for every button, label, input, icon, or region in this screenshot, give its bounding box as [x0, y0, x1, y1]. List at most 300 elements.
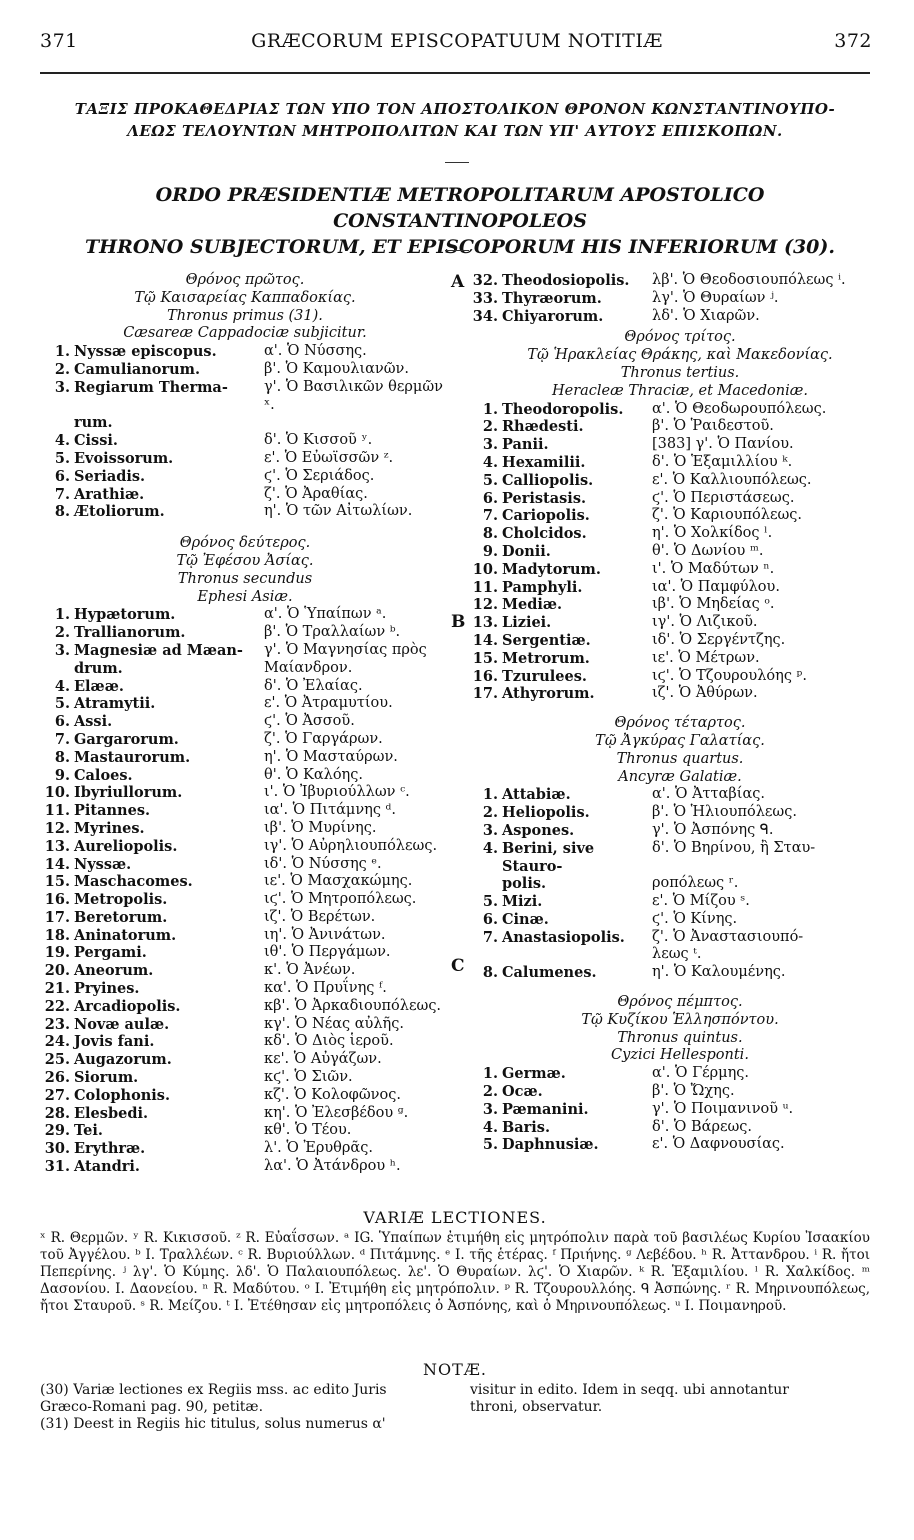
entry-number: 5. — [482, 1136, 498, 1154]
entry-number: 10. — [472, 560, 498, 578]
latin-name: Theodosiopolis. — [502, 272, 630, 289]
note-line: throni, observatur. — [470, 1399, 603, 1415]
entry-row — [470, 1101, 890, 1119]
latin-title-line: THRONO SUBJECTORUM, ET EPISCOPORUM HIS INFERIORUM (30). — [84, 236, 836, 258]
entry-number: 2. — [54, 360, 70, 378]
latin-name: Calliopolis. — [502, 471, 594, 489]
entry-number: 20. — [44, 962, 70, 980]
entry-number: 18. — [44, 926, 70, 944]
greek-name: ια'. Ὁ Πιτάμνης ᵈ. — [264, 802, 396, 819]
entry-number: 6. — [482, 489, 498, 507]
entry-row — [470, 561, 890, 579]
latin-name: Elææ. — [74, 677, 124, 695]
entry-row — [40, 361, 450, 379]
entry-number: 4. — [482, 839, 498, 857]
latin-name: Madytorum. — [502, 560, 601, 578]
greek-name: ιγ'. Ὁ Λιζικοῦ. — [652, 614, 758, 631]
entry-number: 8. — [482, 964, 498, 982]
entry-number: 1. — [54, 343, 70, 361]
entry-number: 12. — [44, 819, 70, 837]
note-line: (31) Deest in Regiis hic titulus, solus numerus α' — [40, 1416, 386, 1432]
entry-number: 29. — [44, 1122, 70, 1140]
entry-row — [470, 946, 890, 964]
entry-number: 16. — [44, 891, 70, 909]
section-heading: Τῷ Κυζίκου Ἑλλησπόντου. — [581, 1011, 779, 1028]
latin-name: Pæmanini. — [502, 1100, 589, 1118]
entry-number: 17. — [472, 685, 498, 703]
entry-row — [40, 802, 450, 820]
entry-row — [470, 272, 890, 290]
entry-row — [470, 1083, 890, 1101]
entry-number: 30. — [44, 1140, 70, 1158]
entry-row — [470, 454, 890, 472]
greek-name: κϛ'. Ὁ Σιῶν. — [264, 1069, 353, 1086]
entry-row — [470, 929, 890, 947]
entry-number: 11. — [472, 578, 498, 596]
greek-name: κα'. Ὁ Πρυΐνης ᶠ. — [264, 980, 387, 997]
latin-name: Sergentiæ. — [502, 631, 591, 649]
entry-number: 27. — [44, 1086, 70, 1104]
entry-row — [40, 468, 450, 486]
latin-name: Caloes. — [74, 766, 133, 784]
entry-number: 4. — [482, 1118, 498, 1136]
section-heading: Cyzici Hellesponti. — [611, 1047, 749, 1064]
entry-row — [40, 873, 450, 891]
note-line: visitur in edito. Idem in seqq. ubi annotantur — [470, 1382, 789, 1398]
latin-name: Cinæ. — [502, 910, 549, 928]
greek-name: η'. Ὁ τῶν Αἰτωλίων. — [264, 503, 413, 520]
entry-number: 28. — [44, 1104, 70, 1122]
entry-row — [40, 749, 450, 767]
latin-name: Cissi. — [74, 432, 118, 450]
entry-row — [470, 436, 890, 454]
latin-name: Aneorum. — [74, 962, 154, 980]
entry-row — [470, 1136, 890, 1154]
latin-name: Novæ aulæ. — [74, 1015, 170, 1033]
entry-row — [470, 632, 890, 650]
greek-name: ιη'. Ὁ Ἀνινάτων. — [264, 926, 386, 943]
entry-number: 6. — [482, 910, 498, 928]
latin-name: Nyssæ episcopus. — [74, 343, 217, 361]
latin-name: Panii. — [502, 436, 549, 454]
entry-number: 8. — [54, 503, 70, 521]
entry-number: 2. — [482, 418, 498, 436]
right-column — [470, 272, 890, 1154]
latin-name: Theodoropolis. — [502, 400, 624, 418]
latin-name: Attabiæ. — [502, 786, 571, 804]
greek-name: α'. Ὁ Νύσσης. — [264, 343, 367, 360]
greek-name: β'. Ὁ Καμουλιανῶν. — [264, 360, 409, 377]
entry-number: 15. — [44, 873, 70, 891]
section-heading: Thronus primus (31). — [167, 307, 323, 324]
latin-name — [502, 946, 652, 964]
entry-row — [470, 875, 890, 893]
entry-number: 13. — [472, 614, 498, 632]
greek-name: κζ'. Ὁ Κολοφῶνος. — [264, 1086, 401, 1103]
spacer — [470, 982, 890, 994]
entry-number: 15. — [472, 649, 498, 667]
greek-name: δ'. Ὁ Κισσοῦ ʸ. — [264, 432, 373, 449]
entry-row — [40, 343, 450, 361]
entry-number: 5. — [482, 893, 498, 911]
section-heading: Cæsareæ Cappadociæ subjicitur. — [123, 325, 367, 342]
entry-row — [470, 893, 890, 911]
latin-title — [30, 182, 890, 260]
entry-row — [40, 980, 450, 998]
notae-title: NOTÆ. — [423, 1360, 487, 1379]
latin-name: Heliopolis. — [502, 804, 590, 822]
latin-name: Cariopolis. — [502, 507, 590, 525]
greek-name: κ'. Ὁ Ἀνέων. — [264, 962, 356, 979]
greek-name: α'. Ὁ Γέρμης. — [652, 1065, 750, 1082]
spacer — [470, 703, 890, 715]
greek-name: ζ'. Ὁ Καριουπόλεως. — [652, 507, 803, 524]
entry-row — [40, 1016, 450, 1034]
latin-name: Aureliopolis. — [74, 837, 178, 855]
entry-row — [40, 909, 450, 927]
entry-number: 24. — [44, 1033, 70, 1051]
greek-name: α'. Ὁ Ὑπαίπων ᵃ. — [264, 606, 387, 623]
entry-row — [40, 1105, 450, 1123]
greek-name: ι'. Ὁ Μαδύτων ⁿ. — [652, 560, 775, 577]
entry-number: 17. — [44, 908, 70, 926]
greek-name: κθ'. Ὁ Τέου. — [264, 1122, 352, 1139]
latin-name: Aninatorum. — [74, 926, 177, 944]
greek-name — [264, 414, 450, 432]
latin-name: Metrorum. — [502, 649, 590, 667]
greek-name: η'. Ὁ Χολκίδος ˡ. — [652, 525, 773, 542]
entry-row — [470, 804, 890, 822]
greek-name: λα'. Ὁ Ἀτάνδρου ʰ. — [264, 1158, 401, 1175]
section-heading: Thronus quartus. — [616, 750, 744, 767]
entry-row — [470, 1065, 890, 1083]
entry-number: 1. — [482, 1065, 498, 1083]
entry-number: 5. — [482, 471, 498, 489]
entry-row — [40, 1122, 450, 1140]
entry-row — [470, 1119, 890, 1137]
entry-row — [470, 964, 890, 982]
latin-name: Tei. — [74, 1122, 103, 1140]
entry-number: 3. — [482, 1100, 498, 1118]
latin-name: Ibyriullorum. — [74, 784, 183, 802]
latin-name: Tzurulees. — [502, 667, 587, 685]
latin-name: Arcadiopolis. — [74, 997, 181, 1015]
entry-row — [40, 767, 450, 785]
latin-name: Nyssæ. — [74, 855, 132, 873]
greek-name: δ'. Ὁ Ἐλαίας. — [264, 677, 363, 694]
entry-row — [470, 507, 890, 525]
entry-row — [40, 784, 450, 802]
entry-row — [470, 308, 890, 326]
latin-name: Augazorum. — [74, 1051, 172, 1069]
entry-number: 1. — [54, 606, 70, 624]
latin-name: Evoissorum. — [74, 449, 174, 467]
entry-row — [470, 614, 890, 632]
greek-name: ϛ'. Ὁ Περιστάσεως. — [652, 489, 795, 506]
greek-name: γ'. Ὁ Μαγνησίας πρὸς — [264, 641, 427, 658]
greek-title-line: ΛΕΩΣ ΤΕΛΟΥΝΤΩΝ ΜΗΤΡΟΠΟΛΙΤΩΝ ΚΑΙ ΤΩΝ ΥΠ' ΑΥΤΟΥΣ ΕΠΙΣΚΟΠΩΝ. — [127, 122, 783, 140]
entry-number: 2. — [482, 1083, 498, 1101]
entry-number: 14. — [472, 631, 498, 649]
latin-name: Jovis fani. — [74, 1033, 155, 1051]
entry-row — [40, 1069, 450, 1087]
entry-row — [40, 998, 450, 1016]
greek-name: κβ'. Ὁ Ἀρκαδιουπόλεως. — [264, 997, 442, 1014]
entry-row — [40, 1051, 450, 1069]
latin-name: Germæ. — [502, 1065, 566, 1083]
variae-text: ˣ R. Θερμῶν. ʸ R. Κικισσοῦ. ᶻ R. Εὐαΐσσων. ᵃ IG. Ὑπαίπων ἐτιμήθη εἰς μητρόπολιν παρὰ τοῦ βασιλέως Κυρίου Ἰσαακίου τοῦ Ἀγγέλου. ᵇ I. Τραλλέων. ᶜ R. Βυριούλλων. ᵈ Πιτάμνης. ᵉ I. τῆς ἑτέρας. ᶠ Πριήνης. ᵍ Λεβέδου. ʰ R. Ἀττανδρου. ⁱ R. ἤτοι Πεπερίνης. ʲ λγ'. Ὁ Κύμης. λδ'. Ὁ Παλαιουπόλεως. λε'. Ὁ Θυραίων. λϛ'. Ὁ Χιαρῶν. ᵏ R. Ἑξαμιλίου. ˡ R. Χαλκίδος. ᵐ Δασονίου. I. Δαονείου. ⁿ R. Μαδύτου. ᵒ I. Ἐτιμήθη εἰς μητρόπολιν. ᵖ R. Τζουρουλλόης. ᑫ Ἀσπώνης. ʳ R. Μηρινουπόλεως, ἤτοι Σταυροῦ. ˢ R. Μείζου. ᵗ I. Ἐτέθησαν εἰς μητροπόλεις ὁ Ἀσπόνης, καὶ ὁ Μηρινουπόλεως. ᵘ I. Ποιμανηροῦ. — [40, 1230, 870, 1314]
entry-row — [470, 786, 890, 804]
section-heading: Ancyræ Galatiæ. — [618, 768, 742, 785]
latin-name: Peristasis. — [502, 489, 587, 507]
entry-row — [470, 840, 890, 876]
greek-name: ζ'. Ὁ Ἀναστασιουπό- — [652, 928, 804, 945]
latin-name: Myrines. — [74, 819, 145, 837]
entry-number: 9. — [54, 766, 70, 784]
section-heading: Ephesi Asiæ. — [197, 588, 293, 605]
latin-name: Pamphyli. — [502, 578, 583, 596]
latin-name: Regiarum Therma- — [74, 378, 228, 396]
greek-name: θ'. Ὁ Δωνίου ᵐ. — [652, 542, 764, 559]
latin-title-line: ORDO PRÆSIDENTIÆ METROPOLITARUM APOSTOLICO CONSTANTINOPOLEOS — [155, 184, 765, 232]
entry-number: 19. — [44, 944, 70, 962]
greek-name: β'. Ὁ Ῥαιδεστοῦ. — [652, 418, 774, 435]
entry-number: 31. — [44, 1158, 70, 1176]
latin-name: Mastaurorum. — [74, 748, 191, 766]
entry-number: 22. — [44, 997, 70, 1015]
greek-title-line: ΤΑΞΙΣ ΠΡΟΚΑΘΕΔΡΙΑΣ ΤΩΝ ΥΠΟ ΤΟΝ ΑΠΟΣΤΟΛΙΚΟΝ ΘΡΟΝΟΝ ΚΩΝΣΤΑΝΤΙΝΟΥΠΟ- — [74, 100, 836, 118]
entry-row — [40, 503, 450, 521]
entry-number: 4. — [54, 432, 70, 450]
latin-name: Metropolis. — [74, 891, 168, 909]
latin-name: Daphnusiæ. — [502, 1136, 599, 1154]
notae-right — [470, 1382, 890, 1416]
entry-number: 3. — [54, 378, 70, 396]
latin-name: Hexamilii. — [502, 453, 586, 471]
entry-number: 7. — [482, 507, 498, 525]
latin-name: Aspones. — [502, 821, 575, 839]
entry-row — [470, 418, 890, 436]
running-title: GRÆCORUM EPISCOPATUUM NOTITIÆ — [251, 30, 663, 52]
entry-row — [470, 401, 890, 419]
entry-number: 6. — [54, 467, 70, 485]
entry-row — [40, 1033, 450, 1051]
entry-row — [470, 525, 890, 543]
greek-name: ε'. Ὁ Δαφνουσίας. — [652, 1136, 785, 1153]
entry-row — [40, 962, 450, 980]
margin-letter-c: C — [451, 956, 465, 976]
entry-number: 13. — [44, 837, 70, 855]
latin-name: Hypætorum. — [74, 606, 176, 624]
section-heading: Τῷ Ἡρακλείας Θράκης, καὶ Μακεδονίας. — [527, 347, 833, 364]
header-rule — [40, 72, 870, 74]
greek-name: γ'. Ὁ Βασιλικῶν θερμῶν ˣ. — [264, 378, 443, 413]
variae-title: VARIÆ LECTIONES. — [363, 1208, 547, 1227]
entry-number: 1. — [482, 400, 498, 418]
entry-number: 2. — [482, 804, 498, 822]
page-number-left: 371 — [40, 30, 78, 52]
entry-row — [40, 1158, 450, 1176]
latin-name: Pergami. — [74, 944, 147, 962]
entry-row — [470, 472, 890, 490]
entry-row — [40, 891, 450, 909]
latin-name: Mediæ. — [502, 596, 563, 614]
greek-name: ροπόλεως ʳ. — [652, 875, 739, 892]
section-heading: Thronus tertius. — [620, 364, 740, 381]
latin-name: Assi. — [74, 713, 113, 731]
section-heading: Τῷ Ἐφέσου Ἀσίας. — [176, 552, 314, 569]
latin-name: Ætoliorum. — [74, 503, 165, 521]
greek-name: ε'. Ὁ Ἀτραμυτίου. — [264, 695, 393, 712]
entry-number: 14. — [44, 855, 70, 873]
entry-row — [40, 927, 450, 945]
greek-name: ιϛ'. Ὁ Μητροπόλεως. — [264, 891, 417, 908]
section-heading: Θρόνος πρῶτος. — [185, 272, 305, 288]
entry-row — [470, 822, 890, 840]
entry-number: 5. — [54, 449, 70, 467]
greek-name: ϛ'. Ὁ Κίνης. — [652, 910, 738, 927]
greek-name: κδ'. Ὁ Διὸς ἱεροῦ. — [264, 1033, 394, 1050]
spacer — [40, 521, 450, 535]
entry-number — [40, 414, 74, 432]
greek-name: ζ'. Ὁ Γαργάρων. — [264, 730, 383, 747]
greek-name: ια'. Ὁ Παμφύλου. — [652, 578, 780, 595]
entry-row — [40, 1140, 450, 1158]
entry-row — [40, 678, 450, 696]
latin-name: Camulianorum. — [74, 360, 201, 378]
latin-name: rum. — [74, 414, 113, 432]
latin-name: polis. — [502, 875, 547, 893]
title-dash — [445, 250, 469, 251]
greek-name: [383] γ'. Ὁ Πανίου. — [652, 436, 794, 453]
latin-name: Berini, sive Stauro- — [502, 839, 595, 875]
entry-number: 25. — [44, 1051, 70, 1069]
greek-name: β'. Ὁ Ἡλιουπόλεως. — [652, 804, 797, 821]
entry-number: 26. — [44, 1069, 70, 1087]
left-column — [40, 272, 450, 1176]
latin-name: Rhædesti. — [502, 418, 584, 436]
entry-row — [40, 695, 450, 713]
entry-number: 3. — [54, 641, 70, 659]
section-heading: Θρόνος τέταρτος. — [614, 715, 746, 732]
entry-row — [470, 579, 890, 597]
greek-name: δ'. Ὁ Ἑξαμιλλίου ᵏ. — [652, 453, 793, 470]
entry-row — [40, 838, 450, 856]
entry-row — [40, 713, 450, 731]
greek-name: ιθ'. Ὁ Περγάμων. — [264, 944, 391, 961]
greek-name: λγ'. Ὁ Θυραίων ʲ. — [652, 289, 779, 306]
greek-name: ι'. Ὁ Ἰβυριούλλων ᶜ. — [264, 784, 410, 801]
greek-name: Μαίανδρον. — [264, 659, 353, 676]
latin-name: Anastasiopolis. — [502, 928, 625, 946]
latin-name: Gargarorum. — [74, 730, 179, 748]
entry-number: 12. — [472, 596, 498, 614]
section-heading: Τῷ Ἀγκύρας Γαλατίας. — [595, 732, 765, 749]
entry-row — [40, 486, 450, 504]
entry-number: 23. — [44, 1015, 70, 1033]
greek-name: ιβ'. Ὁ Μηδείας ᵒ. — [652, 596, 775, 613]
greek-name: γ'. Ὁ Ποιμανινοῦ ᵘ. — [652, 1100, 794, 1117]
entry-number: 8. — [54, 748, 70, 766]
entry-row — [470, 290, 890, 308]
latin-name: Maschacomes. — [74, 873, 193, 891]
greek-name: κγ'. Ὁ Νέας αὐλῆς. — [264, 1015, 404, 1032]
entry-row — [470, 596, 890, 614]
latin-name: Magnesiæ ad Mæan- — [74, 641, 243, 659]
greek-name: ε'. Ὁ Εὐωϊσσῶν ᶻ. — [264, 449, 394, 466]
entry-number: 8. — [482, 525, 498, 543]
greek-name: ιζ'. Ὁ Ἀθύρων. — [652, 685, 758, 702]
greek-name: ιζ'. Ὁ Βερέτων. — [264, 908, 376, 925]
greek-name: γ'. Ὁ Ἀσπόνης ᑫ. — [652, 821, 774, 838]
latin-name: drum. — [74, 659, 123, 677]
entry-number: 16. — [472, 667, 498, 685]
entry-number: 34. — [472, 307, 498, 325]
entry-number: 7. — [54, 485, 70, 503]
greek-title — [40, 98, 870, 142]
note-line: Græco-Romani pag. 90, petitæ. — [40, 1399, 264, 1415]
greek-name: δ'. Ὁ Βάρεως. — [652, 1118, 753, 1135]
latin-name: Atandri. — [74, 1158, 140, 1176]
section-heading: Thronus secundus — [177, 570, 313, 587]
entry-row — [470, 911, 890, 929]
greek-name: β'. Ὁ Ὤχης. — [652, 1083, 735, 1100]
entry-number: 4. — [482, 453, 498, 471]
greek-name: ε'. Ὁ Καλλιουπόλεως. — [652, 471, 812, 488]
greek-name: λεως ᵗ. — [652, 946, 702, 963]
latin-name: Cholcidos. — [502, 525, 587, 543]
latin-name: Trallianorum. — [74, 624, 186, 642]
greek-name: β'. Ὁ Τραλλαίων ᵇ. — [264, 624, 401, 641]
entry-row — [470, 668, 890, 686]
greek-name: ιδ'. Ὁ Σεργέντζης. — [652, 631, 786, 648]
entry-number: 3. — [482, 436, 498, 454]
entry-number: 7. — [54, 730, 70, 748]
greek-name: ιϛ'. Ὁ Τζουρουλόης ᵖ. — [652, 667, 807, 684]
entry-number — [470, 946, 502, 964]
latin-name: Arathiæ. — [74, 485, 145, 503]
latin-name: Baris. — [502, 1118, 551, 1136]
entry-row — [40, 820, 450, 838]
entry-row — [40, 642, 450, 660]
greek-name: ϛ'. Ὁ Ἀσσοῦ. — [264, 713, 355, 730]
entry-number: 3. — [482, 821, 498, 839]
latin-name: Chiyarorum. — [502, 307, 604, 325]
latin-name: Elesbedi. — [74, 1104, 149, 1122]
entry-row — [40, 856, 450, 874]
entry-row — [470, 685, 890, 703]
greek-name: ιε'. Ὁ Μασχακώμης. — [264, 873, 413, 890]
latin-name: Calumenes. — [502, 964, 597, 982]
greek-name: κε'. Ὁ Αὐγάζων. — [264, 1051, 382, 1068]
entry-number — [40, 660, 74, 678]
latin-name: Atramytii. — [74, 695, 156, 713]
greek-name: θ'. Ὁ Καλόης. — [264, 766, 363, 783]
entry-row — [40, 624, 450, 642]
entry-row — [40, 1087, 450, 1105]
margin-letter-b: B — [451, 612, 466, 632]
latin-name: Colophonis. — [74, 1086, 171, 1104]
entry-number: 2. — [54, 624, 70, 642]
greek-name: δ'. Ὁ Βηρίνου, ἢ Σταυ- — [652, 839, 816, 856]
entry-number — [470, 875, 502, 893]
section-heading: Thronus quintus. — [617, 1029, 743, 1046]
note-line: (30) Variæ lectiones ex Regiis mss. ac edito Juris — [40, 1382, 387, 1398]
latin-name: Seriadis. — [74, 467, 146, 485]
section-heading: Θρόνος τρίτος. — [624, 329, 736, 346]
entry-number: 1. — [482, 786, 498, 804]
latin-name: Donii. — [502, 542, 551, 560]
